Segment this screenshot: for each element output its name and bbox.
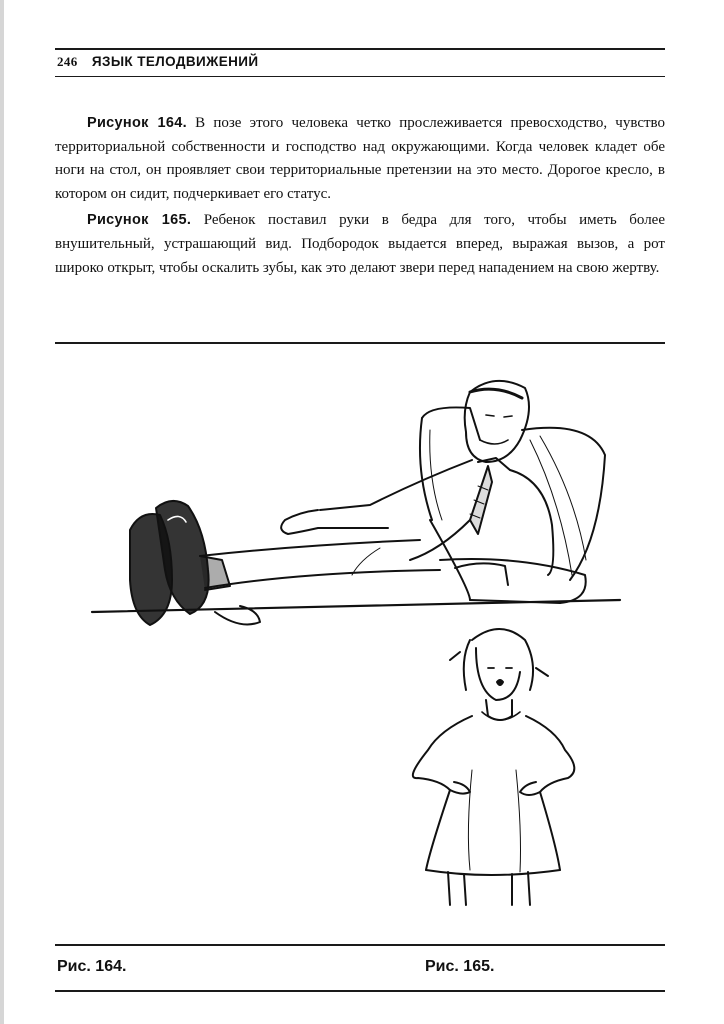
figure-165-label: Рис. 165. — [425, 958, 495, 975]
caption-164 — [55, 112, 665, 206]
page-edge — [0, 0, 4, 1024]
running-title: ЯЗЫК ТЕЛОДВИЖЕНИЙ — [91, 54, 259, 69]
footer-bottom-rule — [55, 990, 665, 992]
header-top-rule — [55, 48, 665, 50]
caption-165-label: Рисунок 165. — [87, 212, 192, 229]
header-bottom-rule — [55, 76, 665, 77]
figure-top-rule — [55, 342, 665, 344]
caption-164-text: В позе этого человека четко прослеживается превосходство, чувство территориальной собственности и господство над окружающими. Когда человек кладет обе ноги на стол, он проявляет свои территориальные претензии на это место. Дорогое кресло, в котором он сидит, подчеркивает его статус. — [55, 115, 666, 202]
running-header — [57, 54, 663, 70]
caption-block — [55, 112, 665, 283]
figure-164-man-in-armchair — [92, 381, 620, 625]
figure-164-label: Рис. 164. — [57, 958, 127, 975]
caption-165 — [55, 209, 665, 280]
caption-165-text: Ребенок поставил руки в бедра для того, чтобы иметь более внушительный, устрашающий вид. Подбородок выдается вперед, выражая вызов, а рот широко открыт, чтобы оскалить зубы, как это делают звери перед нападением на свою жертву. — [55, 212, 665, 276]
caption-164-label: Рисунок 164. — [87, 115, 187, 131]
page-number: 246 — [57, 54, 78, 69]
footer-top-rule — [55, 944, 665, 946]
figure-165-child — [413, 629, 574, 905]
